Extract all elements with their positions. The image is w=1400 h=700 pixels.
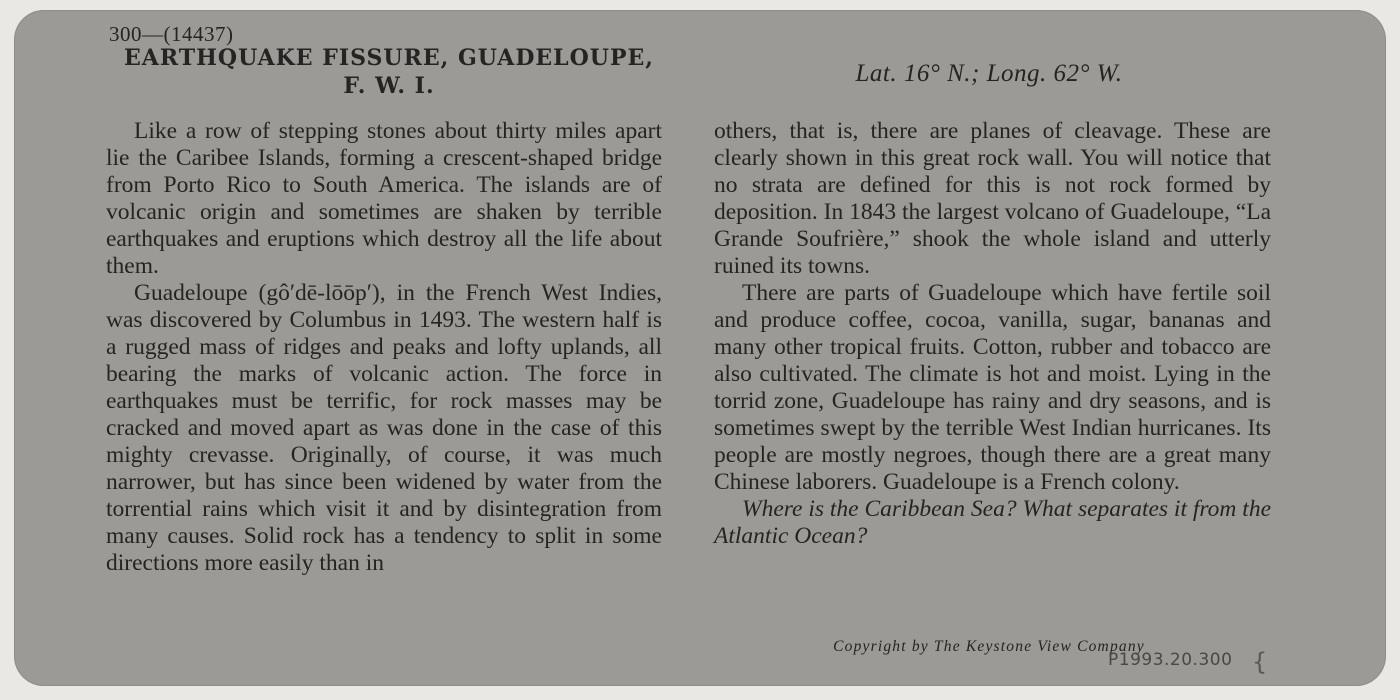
paragraph: Guadeloupe (gô′dē-lōōp′), in the French West Indies, was discovered by Columbus in 1493. The western half is a rugged mass of ridges and peaks and lofty uplands, all bearing the marks of volcanic action. The force in earthquakes must be terrific, for rock masses may be cracked and moved apart as was done in the case of this mighty crevasse. Originally, of course, it was much narrower, but has since been widened by water from the torrential rains which visit it and by disintegration from many causes. Solid rock has a tendency to split in some directions more easily than in <box>106 280 662 576</box>
bracket-mark: { <box>1252 648 1268 676</box>
right-column <box>714 118 1271 550</box>
copyright-line: Copyright by The Keystone View Company <box>833 638 1145 655</box>
accession-number: P1993.20.300 <box>1108 650 1233 670</box>
stereograph-card <box>14 10 1386 686</box>
coordinates: Lat. 16° N.; Long. 62° W. <box>855 60 1123 87</box>
paragraph: There are parts of Guadeloupe which have fertile soil and produce coffee, cocoa, vanilla, sugar, bananas and many other tropical fruits. Cotton, rubber and tobacco are also cultivated. The climate is hot and moist. Lying in the torrid zone, Guadeloupe has rainy and dry seasons, and is sometimes swept by the terrible West Indian hurricanes. Its people are mostly negroes, though there are a great many Chinese laborers. Guadeloupe is a French colony. <box>714 280 1271 495</box>
left-column <box>106 118 662 577</box>
card-title: EARTHQUAKE FISSURE, GUADELOUPE, F. W. I. <box>124 45 654 99</box>
paragraph: others, that is, there are planes of cleavage. These are clearly shown in this great rock wall. You will notice that no strata are defined for this is not rock formed by deposition. In 1843 the largest volcano of Guadeloupe, “La Grande Soufrière,” shook the whole island and utterly ruined its towns. <box>714 118 1271 279</box>
study-question: Where is the Caribbean Sea? What separates it from the Atlantic Ocean? <box>714 496 1271 549</box>
paragraph: Like a row of stepping stones about thirty miles apart lie the Caribee Islands, forming a crescent-shaped bridge from Porto Rico to South America. The islands are of volcanic origin and sometimes are shaken by terrible earthquakes and eruptions which destroy all the life about them. <box>106 118 662 279</box>
catalog-number: 300—(14437) <box>109 22 234 46</box>
